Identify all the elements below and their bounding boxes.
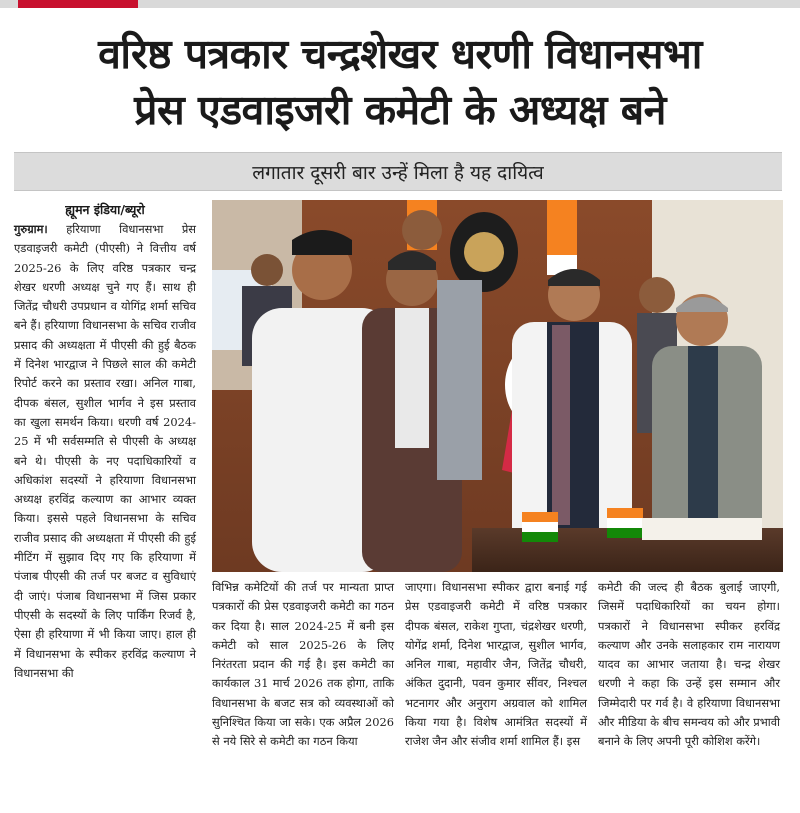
article-column-4 <box>598 578 780 752</box>
byline: ह्यूमन इंडिया/ब्यूरो <box>65 202 145 217</box>
subheadline-bar <box>14 152 782 191</box>
top-red-tab <box>18 0 138 8</box>
headline-line-1: वरिष्ठ पत्रकार चन्द्रशेखर धरणी विधानसभा <box>98 30 702 78</box>
column-1-body: हरियाणा विधानसभा प्रेस एडवाइजरी कमेटी (पीएसी) ने वित्तीय वर्ष 2025-26 के लिए वरिष्ठ पत्रकार चन्द्र शेखर धरणी अध्यक्ष चुने गए हैं। साथ ही जितेंद्र चौधरी उपप्रधान व योगिंद्र शर्मा सचिव बने हैं। हरियाणा विधानसभा के सचिव राजीव प्रसाद की अध्यक्षता में पीएसी की हुई बैठक में दिनेश भारद्वाज ने पिछले साल की कमेटी रिपोर्ट करने का प्रस्ताव रखा। अनिल गाबा, दीपक बंसल, सुशील भार्गव ने इस प्रस्ताव का खुला समर्थन किया। धरणी वर्ष 2024-25 में भी सर्वसम्मति से पीएसी के अध्यक्ष बने थे। पीएसी के नए पदाधिकारियों व अधिकांश सदस्यों ने हरियाणा विधानसभा अध्यक्ष हरविंद्र कल्याण का आभार व्यक्त किया। इससे पहले विधानसभा के सचिव राजीव प्रसाद की अध्यक्षता में पीएसी की हुई मीटिंग में सुझाव दिए गए कि हरियाणा में पंजाब पीएसी की तर्ज पर बजट व सुविधाएं दी जाएं। पंजाब विधानसभा में जिस प्रकार पीएसी के सदस्यों के लिए पार्किंग रिजर्व है, ऐसा ही हरियाणा में भी किया जाए। हाल ही में विधानसभा के स्पीकर हरविंद्र कल्याण ने विधानसभा की <box>14 222 197 680</box>
subheadline: लगातार दूसरी बार उन्हें मिला है यह दायित्व <box>252 161 544 184</box>
photo-illustration <box>212 200 783 572</box>
column-4-text: कमेटी की जल्द ही बैठक बुलाई जाएगी, जिसमें पदाधिकारियों का चयन होगा। पत्रकारों ने विधानसभा स्पीकर हरविंद्र कल्याण और उनके सलाहकार राम नारायण यादव का आभार जताया है। चन्द्र शेखर धरणी ने कहा कि उन्हें इस सम्मान और जिम्मेदारी पर गर्व है। वे हरियाणा विधानसभा और मीडिया के बीच समन्वय को और प्रभावी बनाने के लिए अपनी पूरी कोशिश करेंगे। <box>598 580 780 749</box>
article-column-1 <box>14 200 196 683</box>
headline <box>0 26 800 138</box>
headline-line-2: प्रेस एडवाइजरी कमेटी के अध्यक्ष बने <box>134 86 666 134</box>
top-strip <box>0 0 800 8</box>
article-column-3 <box>405 578 587 752</box>
article-column-2 <box>212 578 394 752</box>
column-1-text <box>14 220 196 683</box>
column-3-text: जाएगा। विधानसभा स्पीकर द्वारा बनाई गई प्रेस एडवाइजरी कमेटी में वरिष्ठ पत्रकार दीपक बंसल, राकेश गुप्ता, चंद्रशेखर धरणी, योगेंद्र शर्मा, दिनेश भारद्वाज, सुशील भार्गव, अनिल गाबा, महावीर जैन, जितेंद्र चौधरी, अंकित दुदानी, पवन कुमार सींवर, निश्चल भटनागर और अनुराग अग्रवाल को शामिल किया गया है। विशेष आमंत्रित सदस्यों में राजेश जैन और संजीव शर्मा शामिल हैं। इस <box>405 580 587 749</box>
dateline: गुरुग्राम। <box>14 222 48 236</box>
news-photo <box>212 200 783 572</box>
column-2-text: विभिन्न कमेटियों की तर्ज पर मान्यता प्राप्त पत्रकारों की प्रेस एडवाइजरी कमेटी का गठन कर दिया है। साल 2024-25 में बनी इस कमेटी को साल 2025-26 के लिए निरंतरता प्रदान की गई है। इस कमेटी का कार्यकाल 31 मार्च 2026 तक होगा, ताकि विधानसभा के बजट सत्र को व्यवस्थाओं को सुनिश्चित किया जा सके। एक अप्रैल 2026 से नये सिरे से कमेटी का गठन किया <box>212 580 394 749</box>
